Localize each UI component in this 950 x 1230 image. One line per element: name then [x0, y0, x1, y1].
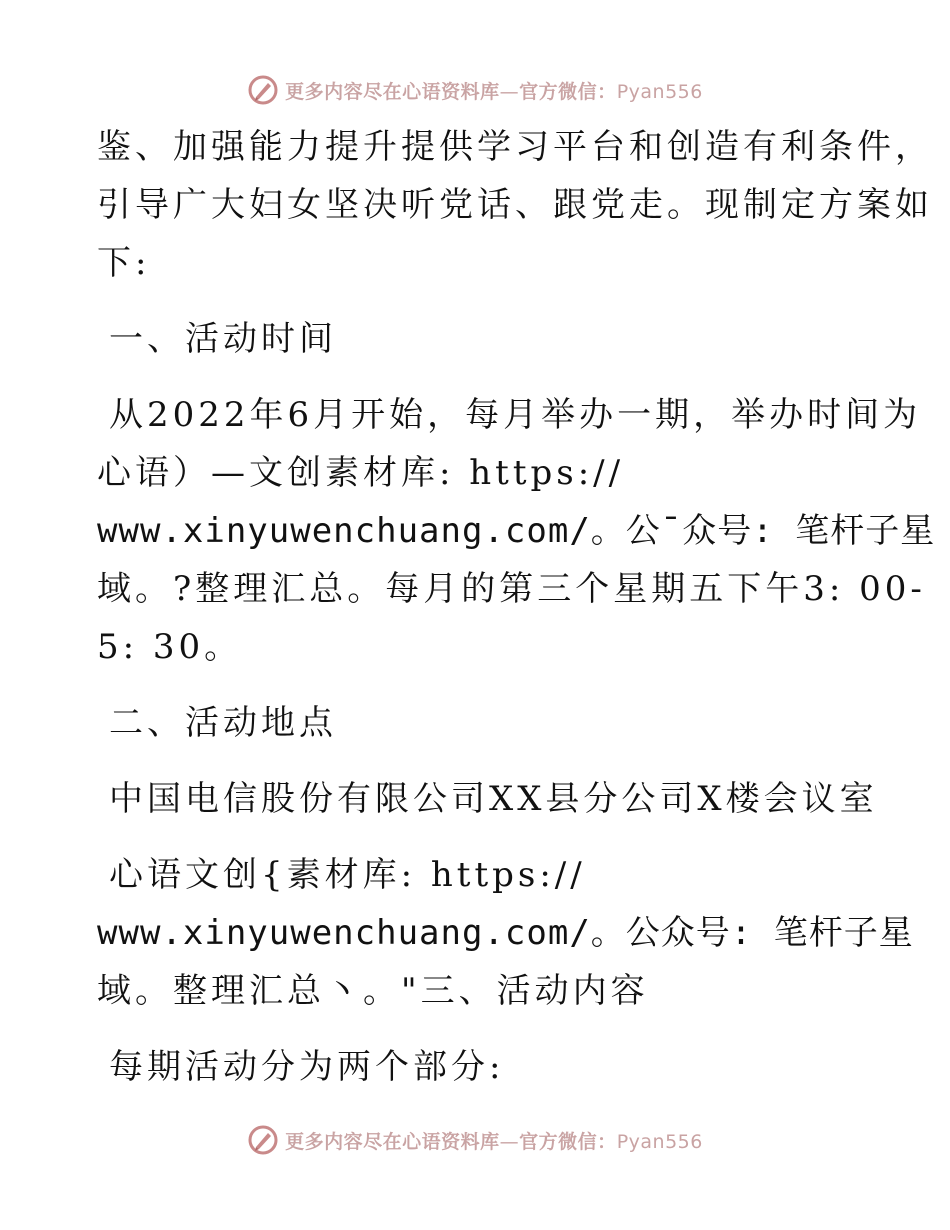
body-line: www.xinyuwenchuang.com/。公¯众号: 笔杆子星 — [97, 511, 936, 551]
body-line: 5: 30。 — [97, 627, 243, 667]
header-watermark — [0, 72, 950, 108]
pen-logo-icon — [247, 74, 279, 106]
section-heading-content: 域。整理汇总丶。"三、活动内容 — [97, 971, 649, 1011]
document-body — [97, 118, 936, 1096]
body-line: 引导广大妇女坚决听党话、跟党走。现制定方案如 — [97, 185, 933, 225]
body-line: 下: — [97, 243, 151, 283]
body-line: 从2022年6月开始，每月举办一期，举办时间为 — [109, 395, 922, 435]
footer-watermark — [0, 1122, 950, 1158]
body-line: 心语）—文创素材库: https:// — [97, 453, 625, 493]
body-line: 中国电信股份有限公司XX县分公司X楼会议室 — [109, 779, 878, 819]
section-heading-time: 一、活动时间 — [109, 319, 337, 359]
section-heading-location: 二、活动地点 — [109, 703, 337, 743]
body-line: 鉴、加强能力提升提供学习平台和创造有利条件， — [97, 127, 933, 167]
pen-logo-icon — [247, 1124, 279, 1156]
watermark-text: 更多内容尽在心语资料库—官方微信：Pyan556 — [285, 80, 703, 103]
watermark-text: 更多内容尽在心语资料库—官方微信：Pyan556 — [285, 1130, 703, 1153]
body-line: 心语文创{素材库: https:// — [109, 855, 586, 895]
body-line: www.xinyuwenchuang.com/。公众号: 笔杆子星 — [97, 913, 914, 953]
body-line: 域。?整理汇总。每月的第三个星期五下午3: 00- — [97, 569, 926, 609]
body-line: 每期活动分为两个部分: — [109, 1047, 505, 1087]
